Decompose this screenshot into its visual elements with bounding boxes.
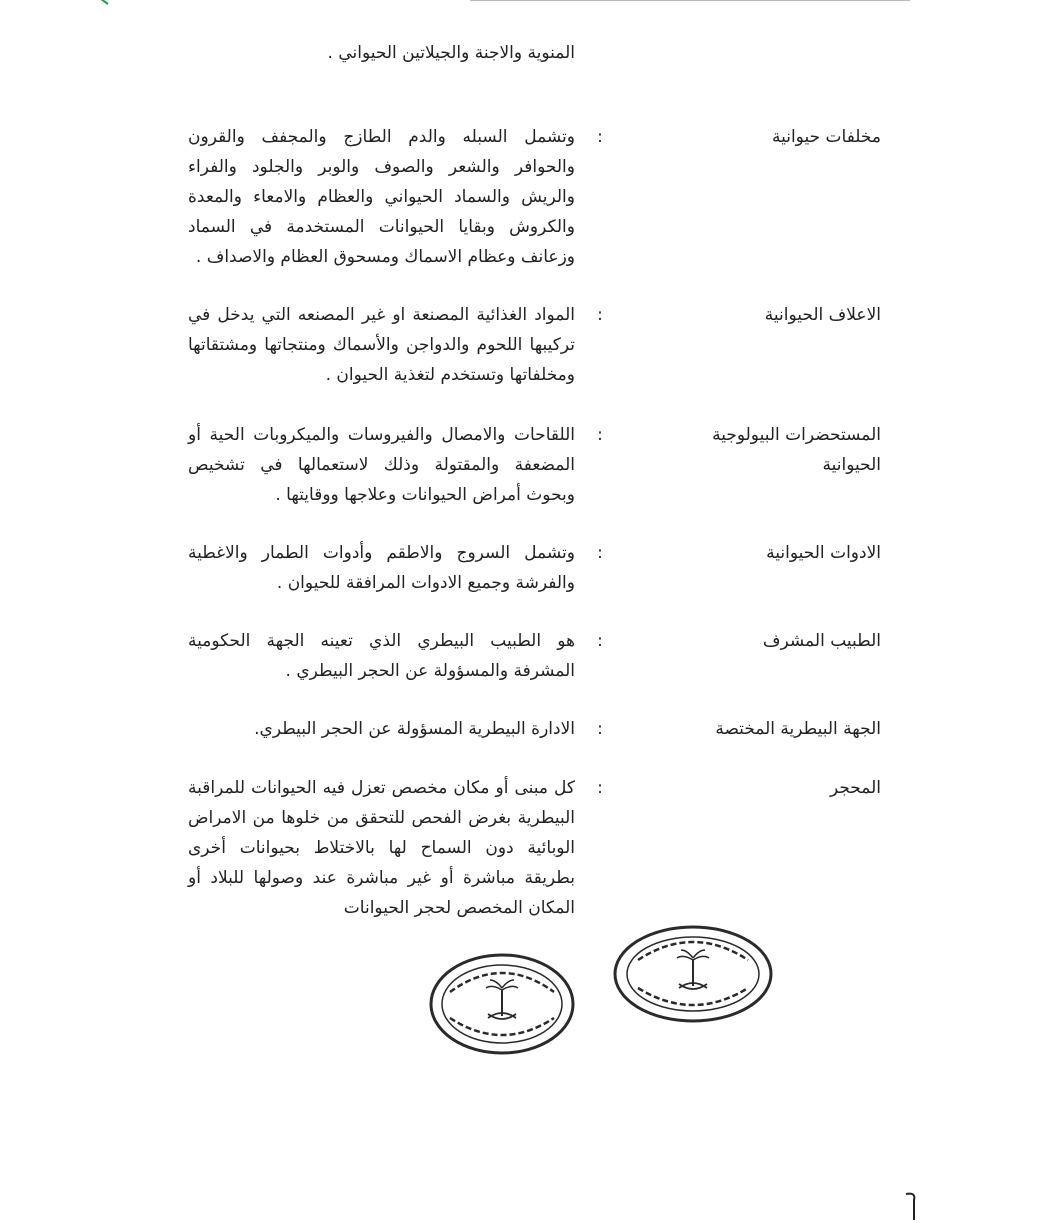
definition-colon: : (597, 305, 603, 325)
definition-body: وتشمل السبله والدم الطازج والمجفف والقرون والحوافر والشعر والصوف والوبر والجلود والفراء والريش والسماد الحيواني والعظام والامعاء والمعدة والكروش وبقايا الحيوانات المستخدمة في السماد وزعانف وعظام الاسماك ومسحوق العظام والاصداف . (188, 127, 575, 267)
page-number-mark (900, 1192, 920, 1222)
definition-colon: : (597, 543, 603, 563)
experts-board-seal (612, 924, 774, 1024)
definition-body: وتشمل السروج والاطقم وأدوات الطمار والاغطية والفرشة وجميع الادوات المرافقة للحيوان . (188, 543, 575, 593)
definition-body: اللقاحات والامصال والفيروسات والميكروبات الحية أو المضعفة والمقتولة وذلك لاستعمالها في تشخيص وبحوث أمراض الحيوانات وعلاجها ووقايتها . (188, 425, 575, 505)
council-secretariat-seal (428, 952, 576, 1056)
definition-colon: : (597, 127, 603, 147)
definition-body: هو الطبيب البيطري الذي تعينه الجهة الحكومية المشرفة والمسؤولة عن الحجر البيطري . (188, 631, 575, 681)
green-corner-mark (92, 0, 112, 6)
definition-term: مخلفات حيوانية (771, 127, 881, 147)
definition-colon: : (597, 631, 603, 651)
palm-and-swords-emblem-icon (677, 950, 709, 989)
definition-term: الاعلاف الحيوانية (764, 305, 881, 325)
intro-continuation-text: المنوية والاجنة والجيلاتين الحيواني . (327, 43, 575, 63)
definition-term: الطبيب المشرف (762, 631, 881, 651)
definition-colon: : (597, 778, 603, 798)
definition-term: المستحضرات البيولوجية الحيوانية (712, 425, 881, 475)
definition-colon: : (597, 719, 603, 739)
definition-term: الادوات الحيوانية (766, 543, 881, 563)
definition-term: الجهة البيطرية المختصة (715, 719, 881, 739)
definition-term: المحجر (829, 778, 881, 798)
palm-and-swords-emblem-icon (486, 980, 518, 1019)
definition-colon: : (597, 425, 603, 445)
top-border-line (470, 0, 910, 1)
definition-body: المواد الغذائية المصنعة او غير المصنعه التي يدخل في تركيبها اللحوم والدواجن والأسماك ومنتجاتها ومشتقاتها ومخلفاتها وتستخدم لتغذية الحيوان . (188, 305, 575, 385)
definition-body: الادارة البيطرية المسؤولة عن الحجر البيطري. (254, 719, 575, 739)
definition-body: كل مبنى أو مكان مخصص تعزل فيه الحيوانات للمراقبة البيطرية بغرض الفحص للتحقق من خلوها من الامراض الوبائية دون السماح لها بالاختلاط بحيوانات أخرى بطريقة مباشرة أو غير مباشرة عند وصولها للبلاد أو المكان المخصص لحجر الحيوانات (188, 778, 575, 918)
